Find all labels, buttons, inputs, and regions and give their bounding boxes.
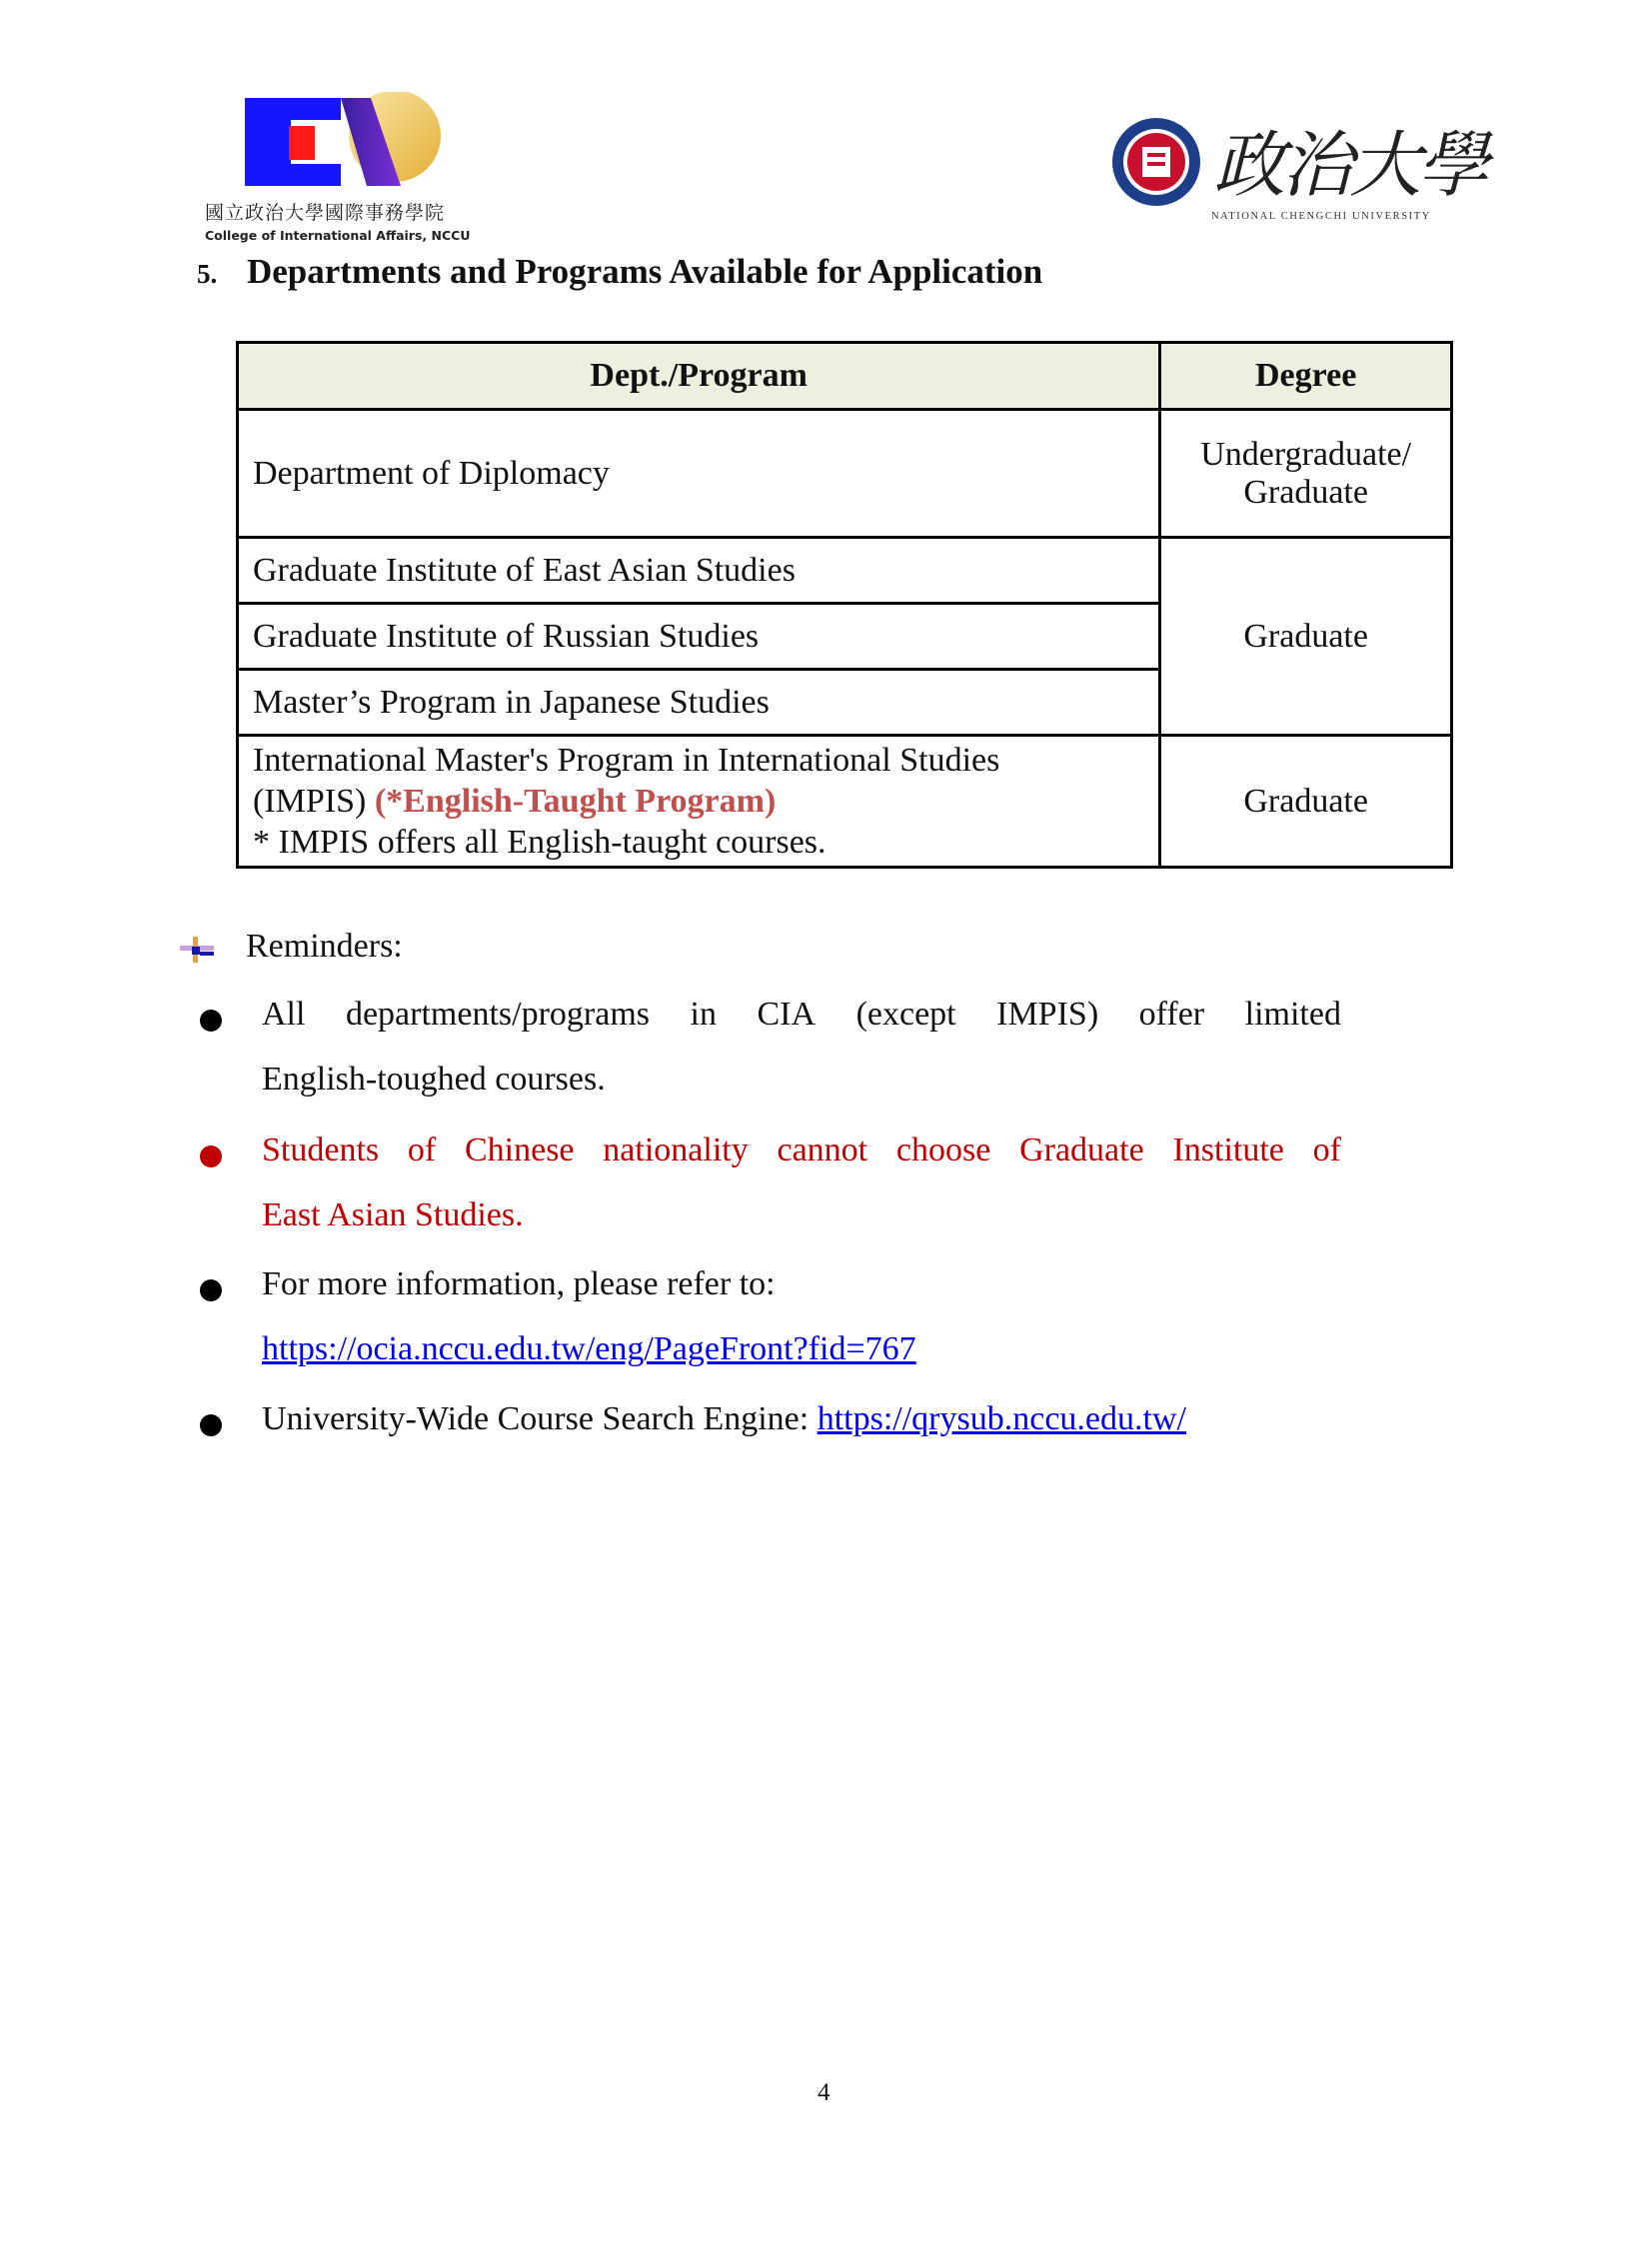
table-row: [238, 410, 1452, 538]
table-header-row: [238, 343, 1452, 410]
program-cell: Department of Diplomacy: [238, 410, 1160, 538]
word: in: [690, 996, 717, 1033]
reminder-item-2-line-2: East Asian Studies.: [262, 1196, 524, 1233]
word: offer: [1138, 996, 1205, 1033]
reminder-item-3-line-1: For more information, please refer to:: [262, 1265, 776, 1302]
reminder-item-2-line-1: [262, 1132, 1341, 1169]
degree-cell: Graduate: [1160, 538, 1452, 736]
degree-cell: [1160, 410, 1452, 538]
reminder-item-1-line-2: English-toughed courses.: [262, 1061, 606, 1098]
word: choose: [895, 1132, 991, 1168]
program-abbrev: (IMPIS): [253, 783, 375, 820]
word: Graduate: [1019, 1132, 1144, 1168]
word: of: [1312, 1132, 1341, 1168]
word: limited: [1244, 996, 1341, 1033]
header-program: Dept./Program: [238, 343, 1160, 410]
cia-logo: [205, 92, 495, 252]
page-number: 4: [818, 2079, 830, 2106]
degree-line: Graduate: [1243, 473, 1368, 511]
reminders-title: Reminders:: [246, 928, 403, 965]
course-search-link[interactable]: https://qrysub.nccu.edu.tw/: [817, 1400, 1186, 1437]
reminder-item-1-line-1: [262, 996, 1341, 1034]
bullet-icon: [200, 1145, 222, 1167]
programs-table: [236, 341, 1453, 869]
word: CIA: [757, 996, 817, 1033]
table-row: [238, 736, 1452, 868]
course-search-label: University-Wide Course Search Engine:: [262, 1400, 818, 1437]
word: Chinese: [464, 1132, 575, 1168]
word: Students: [262, 1132, 380, 1168]
reminder-item-4: [262, 1400, 1186, 1438]
nccu-logo: [1109, 115, 1486, 225]
nccu-logo-english-text: NATIONAL CHENGCHI UNIVERSITY: [1211, 211, 1431, 222]
word: IMPIS): [996, 996, 1099, 1033]
program-line: International Master's Program in International Studies: [253, 742, 1000, 779]
word: cannot: [777, 1132, 868, 1168]
program-cell: [238, 736, 1160, 868]
section-number: 5.: [197, 259, 218, 289]
word: Institute: [1172, 1132, 1284, 1168]
section-title: Departments and Programs Available for Application: [247, 252, 1043, 291]
program-cell: Graduate Institute of Russian Studies: [238, 604, 1160, 670]
english-taught-label: (*English-Taught Program): [374, 783, 777, 820]
cia-logo-english-text: College of International Affairs, NCCU: [205, 228, 471, 243]
degree-cell: Graduate: [1160, 736, 1452, 868]
word: departments/programs: [345, 996, 650, 1033]
reminders-bullet-icon: [180, 937, 214, 963]
program-cell: Graduate Institute of East Asian Studies: [238, 538, 1160, 604]
ocia-link[interactable]: https://ocia.nccu.edu.tw/eng/PageFront?fid=767: [262, 1330, 916, 1367]
bullet-icon: [200, 1414, 222, 1436]
degree-line: Undergraduate/: [1200, 435, 1412, 473]
nccu-calligraphy: 政治大學: [1213, 126, 1486, 206]
cia-logo-mark: [205, 92, 495, 196]
bullet-icon: [200, 1010, 222, 1032]
program-note: * IMPIS offers all English-taught courses.: [253, 824, 826, 861]
program-cell: Master’s Program in Japanese Studies: [238, 670, 1160, 736]
bullet-icon: [200, 1279, 222, 1301]
word: (except: [855, 996, 956, 1033]
table-row: [238, 538, 1452, 604]
cia-logo-chinese-text: 國立政治大學國際事務學院: [205, 202, 446, 224]
program-line: [253, 781, 1144, 822]
word: of: [407, 1132, 437, 1168]
word: nationality: [603, 1132, 749, 1168]
word: All: [262, 996, 306, 1033]
section-heading: [197, 252, 1042, 292]
nccu-seal-icon: [1109, 115, 1204, 210]
header-degree: Degree: [1160, 343, 1452, 410]
